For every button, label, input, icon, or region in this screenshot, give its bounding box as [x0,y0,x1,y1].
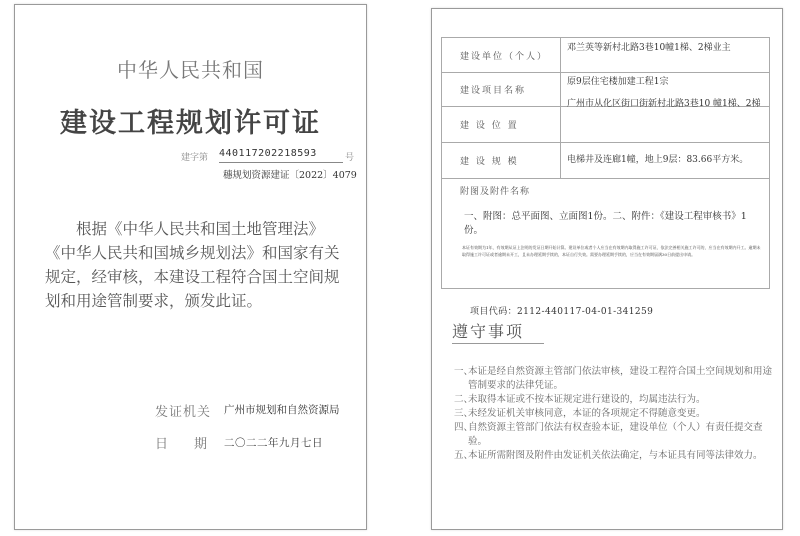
rule-text: 本证所需附图及附件由发证机关依法确定，与本证具有同等法律效力。 [468,450,763,461]
number-underline [219,162,343,163]
rule-number: 一、 [454,366,474,377]
country-name: 中华人民共和国 [117,58,264,82]
certificate-front-page [14,4,367,530]
zi-prefix: 建字第 [181,153,209,163]
certificate-body-text: 根据《中华人民共和国土地管理法》《中华人民共和国城乡规划法》和国家有关规定，经审核，本建设工程符合国土空间规划和用途管制要求，颁发此证。 [45,220,340,310]
rule-number: 三、 [454,408,474,419]
rule-text: 未经发证机关审核同意，本证的各项规定不得随意变更。 [468,408,706,419]
row-label-location: 建 设 位 置 [460,121,519,131]
table-rule [442,142,769,143]
rule-text: 未取得本证或不按本证规定进行建设的，均属违法行为。 [468,394,706,405]
issue-date: 二〇二二年九月七日 [224,437,323,449]
rule-item [454,449,774,463]
rule-item [454,407,774,421]
rules-title-underline [452,343,544,344]
attachments-text: 一、附图：总平面图、立面图1份。二、附件：《建设工程审核书》1份。 [464,211,747,236]
table-divider [560,38,561,178]
rule-item [454,421,774,449]
document-number: 穗规划资源建证〔2022〕4079 [223,170,357,181]
issuer-name: 广州市规划和自然资源局 [224,404,340,416]
certificate-details-page [431,8,783,530]
table-rule [442,178,769,179]
rule-text: 自然资源主管部门依法有权查验本证，建设单位（个人）有责任提交查验。 [468,422,763,447]
zi-suffix: 号 [345,153,355,163]
project-code: 项目代码：2112-440117-04-01-341259 [470,307,654,317]
rule-item [454,365,774,393]
details-table [441,37,770,289]
row-label-project-name: 建设项目名称 [460,86,527,96]
certificate-title: 建设工程规划许可证 [60,108,321,139]
row-label-scale: 建 设 规 模 [460,157,519,167]
date-label: 日 期 [155,437,208,452]
rules-title: 遵守事项 [452,322,525,341]
issuer-label: 发证机关 [155,405,212,420]
row-value-scale: 电梯井及连廊1幢，地上9层：83.66平方米。 [567,155,749,165]
rule-number: 五、 [454,450,474,461]
rule-item [454,393,774,407]
row-label-builder: 建设单位（个人） [460,52,549,62]
certificate-number: 440117202218593 [219,148,317,159]
row-value-project-name: 原9层住宅楼加建工程1宗 [567,77,669,87]
rule-number: 四、 [454,422,474,433]
rules-list [454,365,774,463]
table-rule [442,72,769,73]
row-value-builder: 邓兰英等新村北路3巷10幢1梯、2梯业主 [567,43,731,53]
attachments-label: 附图及附件名称 [460,187,531,197]
rule-number: 二、 [454,394,474,405]
rule-text: 本证是经自然资源主管部门依法审核，建设工程符合国土空间规划和用途管制要求的法律凭证。 [468,366,773,391]
row-value-location: 广州市从化区街口街新村北路3巷10 幢1梯、2梯 [567,99,761,109]
validity-fine-print: 本证有效期为1年，有效期从证上注明的发证日期开始计算。建设单位或者个人应当在有效期内取得施工许可证，依法完善相关施工许可的，应当在有效期内开工。逾期未取得施工许可证或者逾期未开工，且未办理延期手续的，本证自行失效。需要办理延期手续的，应当在有效期届满30日前提出申请。 [462,245,761,257]
